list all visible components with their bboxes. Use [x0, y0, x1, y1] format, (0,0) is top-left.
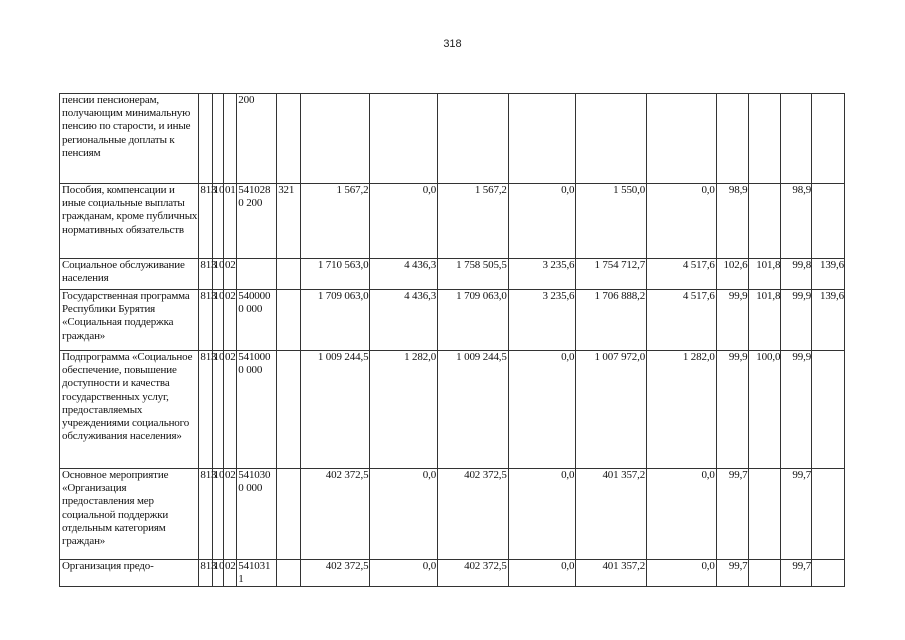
- row-value-cell: 1 567,2: [438, 184, 509, 259]
- row-percent-cell: [748, 184, 781, 259]
- row-percent-cell: [716, 94, 748, 184]
- table-row: [60, 351, 845, 469]
- row-value-cell: [300, 94, 370, 184]
- row-value-cell: 4 436,3: [370, 290, 438, 351]
- row-value-cell: 1 009 244,5: [438, 351, 509, 469]
- row-percent-cell: [812, 351, 845, 469]
- row-value-cell: 402 372,5: [438, 560, 509, 587]
- row-rz-cell: 10: [212, 259, 223, 290]
- table-row: [60, 560, 845, 587]
- row-ved-cell: 813: [199, 351, 212, 469]
- row-value-cell: [576, 94, 647, 184]
- row-rz-cell: 10: [212, 184, 223, 259]
- row-rz-cell: [212, 94, 223, 184]
- row-rz-cell: 10: [212, 560, 223, 587]
- row-pr-cell: 02: [223, 290, 236, 351]
- row-target-cell: 5410311: [237, 560, 277, 587]
- table-row: [60, 259, 845, 290]
- row-percent-cell: [812, 94, 845, 184]
- row-percent-cell: [812, 560, 845, 587]
- row-vr-cell: [277, 469, 301, 560]
- row-percent-cell: 102,6: [716, 259, 748, 290]
- row-percent-cell: 99,8: [781, 259, 812, 290]
- row-value-cell: 3 235,6: [508, 290, 576, 351]
- row-percent-cell: 99,7: [781, 469, 812, 560]
- row-value-cell: 1 007 972,0: [576, 351, 647, 469]
- row-pr-cell: 02: [223, 351, 236, 469]
- row-value-cell: 402 372,5: [438, 469, 509, 560]
- row-value-cell: 401 357,2: [576, 469, 647, 560]
- row-value-cell: 0,0: [370, 184, 438, 259]
- row-vr-cell: [277, 560, 301, 587]
- row-value-cell: [508, 94, 576, 184]
- row-value-cell: 1 706 888,2: [576, 290, 647, 351]
- row-pr-cell: [223, 94, 236, 184]
- budget-table: [59, 93, 845, 587]
- row-value-cell: 0,0: [508, 469, 576, 560]
- table-row: [60, 469, 845, 560]
- row-value-cell: 0,0: [508, 351, 576, 469]
- row-percent-cell: 99,9: [716, 290, 748, 351]
- row-percent-cell: [812, 469, 845, 560]
- row-value-cell: 1 758 505,5: [438, 259, 509, 290]
- row-vr-cell: [277, 94, 301, 184]
- row-percent-cell: 99,7: [716, 560, 748, 587]
- row-value-cell: 0,0: [508, 184, 576, 259]
- row-value-cell: 1 709 063,0: [438, 290, 509, 351]
- row-value-cell: [370, 94, 438, 184]
- row-percent-cell: 99,9: [781, 290, 812, 351]
- row-name-cell: Государственная программа Республики Бурятия «Социальная поддержка граждан»: [60, 290, 199, 351]
- row-ved-cell: 813: [199, 469, 212, 560]
- row-target-cell: 5410000 000: [237, 351, 277, 469]
- row-value-cell: 1 550,0: [576, 184, 647, 259]
- row-ved-cell: 813: [199, 184, 212, 259]
- row-target-cell: 5400000 000: [237, 290, 277, 351]
- row-value-cell: 0,0: [508, 560, 576, 587]
- row-ved-cell: [199, 94, 212, 184]
- row-value-cell: [647, 94, 717, 184]
- row-value-cell: 1 282,0: [370, 351, 438, 469]
- row-value-cell: 402 372,5: [300, 469, 370, 560]
- table-row: [60, 94, 845, 184]
- row-vr-cell: 321: [277, 184, 301, 259]
- row-percent-cell: 101,8: [748, 290, 781, 351]
- row-target-cell: 5410280 200: [237, 184, 277, 259]
- row-pr-cell: 01: [223, 184, 236, 259]
- row-ved-cell: 813: [199, 259, 212, 290]
- row-value-cell: 0,0: [370, 469, 438, 560]
- row-name-cell: Основное мероприятие «Организация предоставления мер социальной поддержки отдельным категориям граждан»: [60, 469, 199, 560]
- row-percent-cell: 100,0: [748, 351, 781, 469]
- table-row: [60, 290, 845, 351]
- row-value-cell: 4 517,6: [647, 290, 717, 351]
- row-pr-cell: 02: [223, 259, 236, 290]
- row-rz-cell: 10: [212, 469, 223, 560]
- row-value-cell: 0,0: [370, 560, 438, 587]
- row-percent-cell: 139,6: [812, 259, 845, 290]
- row-value-cell: 1 710 563,0: [300, 259, 370, 290]
- row-value-cell: 1 754 712,7: [576, 259, 647, 290]
- row-value-cell: 402 372,5: [300, 560, 370, 587]
- row-percent-cell: 99,7: [716, 469, 748, 560]
- row-name-cell: Подпрограмма «Социальное обеспечение, повышение доступности и качества государственных услуг, предоставляемых учреждениями социального обслуживания населения»: [60, 351, 199, 469]
- row-rz-cell: 10: [212, 351, 223, 469]
- row-percent-cell: [781, 94, 812, 184]
- row-value-cell: 0,0: [647, 184, 717, 259]
- row-name-cell: Пособия, компенсации и иные социальные выплаты гражданам, кроме публичных нормативных обязательств: [60, 184, 199, 259]
- row-percent-cell: 101,8: [748, 259, 781, 290]
- row-value-cell: 4 517,6: [647, 259, 717, 290]
- row-value-cell: 3 235,6: [508, 259, 576, 290]
- row-value-cell: 1 009 244,5: [300, 351, 370, 469]
- row-value-cell: 0,0: [647, 469, 717, 560]
- row-target-cell: 200: [237, 94, 277, 184]
- row-percent-cell: [812, 184, 845, 259]
- row-vr-cell: [277, 290, 301, 351]
- row-pr-cell: 02: [223, 469, 236, 560]
- row-percent-cell: 98,9: [781, 184, 812, 259]
- row-percent-cell: 99,7: [781, 560, 812, 587]
- row-name-cell: Организация предо-: [60, 560, 199, 587]
- row-percent-cell: [748, 469, 781, 560]
- row-percent-cell: 99,9: [781, 351, 812, 469]
- row-value-cell: 1 567,2: [300, 184, 370, 259]
- page-number: 318: [443, 38, 462, 50]
- row-rz-cell: 10: [212, 290, 223, 351]
- row-value-cell: [438, 94, 509, 184]
- row-name-cell: Социальное обслуживание населения: [60, 259, 199, 290]
- row-percent-cell: 99,9: [716, 351, 748, 469]
- row-percent-cell: [748, 94, 781, 184]
- row-name-cell: пенсии пенсионерам, получающим минимальную пенсию по старости, и иные региональные доплаты к пенсиям: [60, 94, 199, 184]
- row-value-cell: 0,0: [647, 560, 717, 587]
- row-target-cell: 5410300 000: [237, 469, 277, 560]
- row-percent-cell: 139,6: [812, 290, 845, 351]
- row-target-cell: [237, 259, 277, 290]
- row-value-cell: 4 436,3: [370, 259, 438, 290]
- row-vr-cell: [277, 351, 301, 469]
- row-percent-cell: [748, 560, 781, 587]
- row-value-cell: 401 357,2: [576, 560, 647, 587]
- row-ved-cell: 813: [199, 290, 212, 351]
- row-value-cell: 1 282,0: [647, 351, 717, 469]
- row-vr-cell: [277, 259, 301, 290]
- row-pr-cell: 02: [223, 560, 236, 587]
- row-value-cell: 1 709 063,0: [300, 290, 370, 351]
- table-row: [60, 184, 845, 259]
- row-ved-cell: 813: [199, 560, 212, 587]
- row-percent-cell: 98,9: [716, 184, 748, 259]
